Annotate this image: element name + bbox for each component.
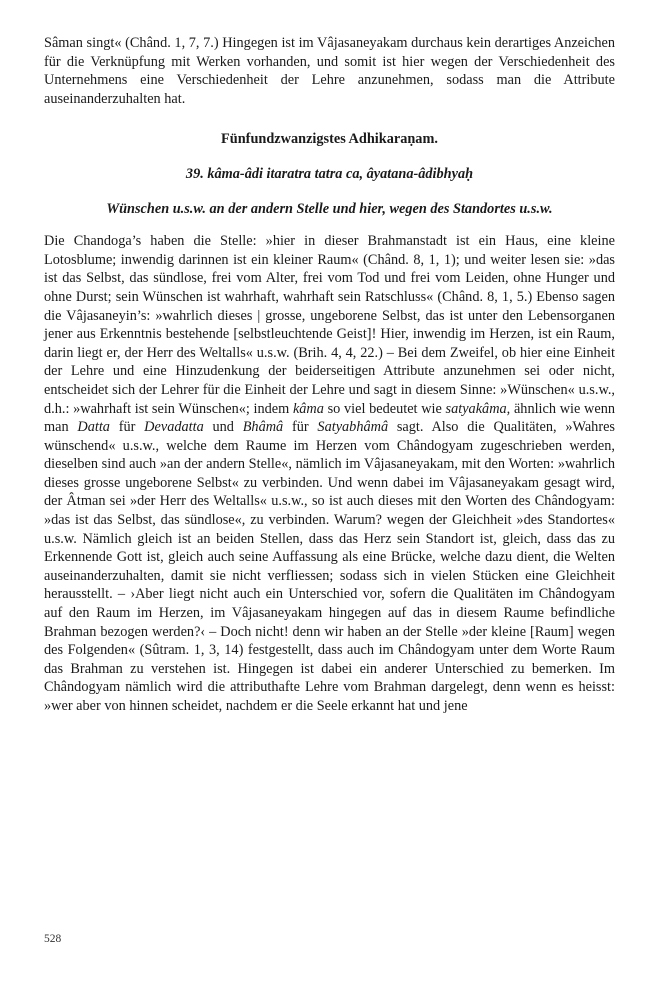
term-satyakama: satyakâma, [445, 400, 511, 417]
term-kama: kâma [292, 400, 324, 417]
page-number: 528 [44, 933, 62, 945]
sutra-heading: 39. kâma-âdi itaratra tatra ca, âyatana-âdibhyaḥ [185, 165, 474, 182]
body-text-5: und [203, 419, 243, 436]
sutra-translation: Wünschen u.s.w. an der andern Stelle und hier, wegen des Standortes u.s.w. [106, 200, 553, 217]
body-text-7: sagt. Also die Qualitäten, »Wahres wünschend« u.s.w., welche dem Raume im Herzen vom Chândogyam zugeschrieben werden, dieselben sind auch »an der andern Stelle«, nämlich im Vâjasaneyakam, mit den Worten: »wahrlich dieses grosse ungeborene Selbst« zu verbinden. Und wenn dabei im Vâjasaneyakam gesagt wird, der Âtman sei »der Herr des Weltalls« u.s.w., so ist auch dieses mit den Worten des Chândogyam: »das ist das Selbst, das sündlose«, zu verbinden. Warum? wegen der Gleichheit »des Standortes« u.s.w. Nämlich gleich ist an beiden Stellen, dass das Herz sein Standort ist, gleich, dass das zu Erkennende Gott ist, gleich auch seine Auffassung als eine Brücke, welche dazu dient, die Welten auseinanderzuhalten, damit sie nicht verfliessen; sodass sich in vielen Stücken eine Gleichheit herausstellt. – ›Aber liegt nicht auch ein Unterschied vor, sofern die Qualitäten im Chândogyam auf den Raum im Herzen, im Vâjasaneyakam hingegen auf das in diesem Raume befindliche Brahman bezogen werden?‹ – Doch nicht! denn wir haben an der Stelle »der kleine [Raum] wegen des Folgenden« (Sûtram. 1, 3, 14) festgestellt, dass auch im Chândogyam unter dem Worte Raum das Brahman zu verstehen ist. Hingegen ist dabei ein anderer Unterschied zu bemerken. Im Chândogyam nämlich wird die attributhafte Lehre vom Brahman dargelegt, denn wenn es heisst: »wer aber von hinnen scheidet, nachdem er die Seele erkannt hat und jene [44, 419, 615, 714]
section-heading: Fünfundzwanzigstes Adhikaraṇam. [221, 131, 438, 148]
body-text-2: so viel bedeutet wie [323, 400, 446, 417]
body-text-4: für [109, 419, 145, 436]
term-satyabhama: Satyabhâmâ [317, 419, 389, 436]
term-bhama: Bhâmâ [242, 419, 284, 436]
body-paragraph [44, 232, 615, 715]
term-datta: Datta [77, 419, 110, 436]
body-text-6: für [283, 419, 318, 436]
body-text-3: ähnlich wie wenn man [44, 400, 615, 436]
term-devadatta: Devadatta [144, 419, 204, 436]
body-text-1: Die Chandoga’s haben die Stelle: »hier in dieser Brahmanstadt ist ein Haus, eine kleine Lotosblume; inwendig darinnen ist ein kleiner Raum« (Chând. 8, 1, 1); und weiter lesen sie: »das ist das Selbst, das sündlose, frei vom Alter, frei vom Tod und frei vom Leiden, ohne Hunger und ohne Durst; sein Wünschen ist wahrhaft, wahrhaft sein Ratschluss« (Chând. 8, 1, 5.) Ebenso sagen die Vâjasaneyin’s: »wahrlich dieses | grosse, ungeborene Selbst, das ist unter den Lebensorganen jener aus Erkenntnis bestehende [selbstleuchtende Geist]! Hier, inwendig im Herzen, ist ein Raum, darin liegt er, der Herr des Weltalls« u.s.w. (Brih. 4, 4, 22.) – Bei dem Zweifel, ob hier eine Einheit der Lehre und eine Hinzudenkung der beiderseitigen Attribute anzunehmen sei oder nicht, entscheidet sich der Lehrer für die Einheit der Lehre und sagt in diesem Sinne: »Wünschen« u.s.w., d.h.: »wahrhaft ist sein Wünschen«; indem [44, 233, 615, 417]
document-page [44, 34, 615, 716]
opening-paragraph: Sâman singt« (Chând. 1, 7, 7.) Hingegen ist im Vâjasaneyakam durchaus kein derartiges Anzeichen für die Verknüpfung mit Werken vorhanden, und somit ist hier wegen der Verschiedenheit des Unternehmens eine Verschiedenheit der Lehre anzunehmen, sodass man die Attribute auseinanderzuhalten hat. [44, 35, 615, 107]
